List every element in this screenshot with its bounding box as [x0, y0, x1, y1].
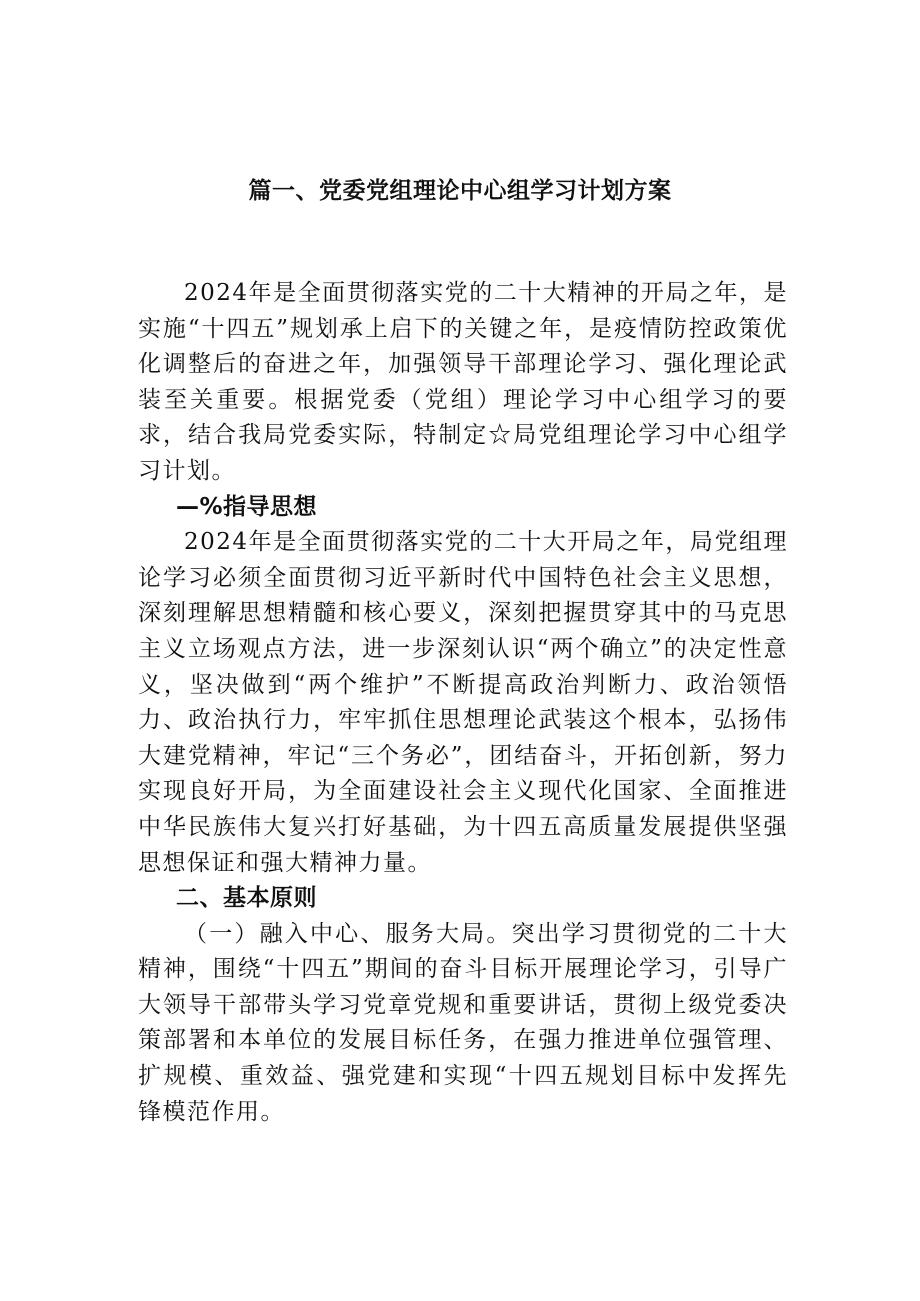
- document-title: 篇一、党委党组理论中心组学习计划方案: [248, 178, 672, 204]
- intro-paragraph: 2024年是全面贯彻落实党的二十大精神的开局之年，是实施“十四五”规划承上启下的关键之年，是疫情防控政策优化调整后的奋进之年，加强领导干部理论学习、强化理论武装至关重要。根据党委（党组）理论学习中心组学习的要求，结合我局党委实际，特制定☆局党组理论学习中心组学习计划。: [138, 280, 788, 484]
- basic-principles-paragraph: （一）融入中心、服务大局。突出学习贯彻党的二十大精神，围绕“十四五”期间的奋斗目标开展理论学习，引导广大领导干部带头学习党章党规和重要讲话，贯彻上级党委决策部署和本单位的发展目标任务，在强力推进单位强管理、扩规模、重效益、强党建和实现“十四五规划目标中发挥先锋模范作用。: [138, 920, 788, 1125]
- section-heading-guiding-thought: —%指导思想: [176, 493, 318, 520]
- document-body: [138, 276, 788, 1130]
- section-heading-basic-principles: 二、基本原则: [176, 885, 317, 912]
- guiding-thought-paragraph: 2024年是全面贯彻落实党的二十大开局之年，局党组理论学习必须全面贯彻习近平新时代中国特色社会主义思想，深刻理解思想精髓和核心要义，深刻把握贯穿其中的马克思主义立场观点方法，进一步深刻认识“两个确立”的决定性意义，坚决做到“两个维护”不断提高政治判断力、政治领悟力、政治执行力，牢牢抓住思想理论武装这个根本，弘扬伟大建党精神，牢记“三个务必”，团结奋斗，开拓创新，努力实现良好开局，为全面建设社会主义现代化国家、全面推进中华民族伟大复兴打好基础，为十四五高质量发展提供坚强思想保证和强大精神力量。: [138, 529, 788, 876]
